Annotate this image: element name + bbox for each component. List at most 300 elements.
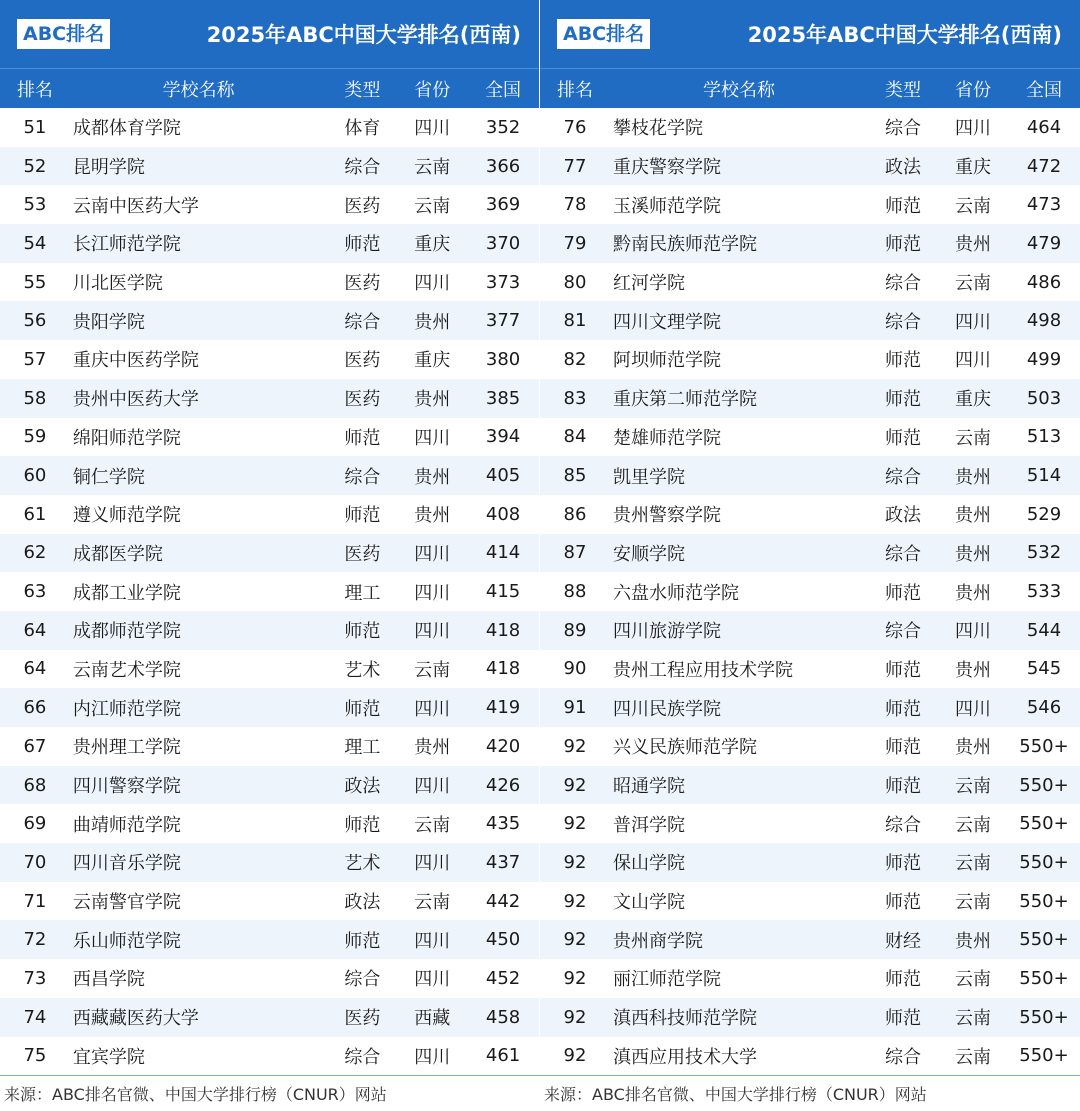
type-cell: 综合 xyxy=(344,311,381,333)
national-rank-cell: 550+ xyxy=(1019,1045,1069,1067)
national-rank-cell: 452 xyxy=(485,967,521,989)
national-rank-cell: 414 xyxy=(485,542,521,564)
rank-cell: 71 xyxy=(23,890,47,912)
table-row xyxy=(540,727,1080,766)
rank-cell: 83 xyxy=(563,387,587,409)
national-rank-cell: 503 xyxy=(1026,387,1062,409)
type-cell: 政法 xyxy=(885,157,921,179)
type-cell: 师范 xyxy=(885,389,921,411)
table-row xyxy=(0,340,539,379)
rank-cell: 67 xyxy=(23,735,47,757)
type-cell: 艺术 xyxy=(344,659,381,681)
national-rank-cell: 550+ xyxy=(1019,851,1069,873)
school-name-cell: 云南艺术学院 xyxy=(72,659,181,681)
national-rank-cell: 352 xyxy=(485,116,521,138)
table-row xyxy=(540,920,1080,959)
header-national: 全国 xyxy=(485,79,522,101)
school-name-cell: 安顺学院 xyxy=(613,543,685,565)
rank-cell: 77 xyxy=(563,155,587,177)
province-cell: 云南 xyxy=(414,195,451,217)
national-rank-cell: 437 xyxy=(485,851,521,873)
type-cell: 综合 xyxy=(885,543,921,565)
type-cell: 综合 xyxy=(344,466,381,488)
header-province: 省份 xyxy=(414,79,451,101)
province-cell: 云南 xyxy=(955,1046,991,1068)
province-cell: 重庆 xyxy=(955,157,991,179)
rank-cell: 63 xyxy=(23,581,47,603)
table-row xyxy=(0,804,539,843)
table-row xyxy=(540,108,1080,147)
type-cell: 医药 xyxy=(344,195,381,217)
type-cell: 综合 xyxy=(885,273,921,295)
rank-cell: 75 xyxy=(23,1045,47,1067)
type-cell: 财经 xyxy=(885,930,921,952)
national-rank-cell: 513 xyxy=(1026,426,1062,448)
type-cell: 师范 xyxy=(885,659,921,681)
national-rank-cell: 533 xyxy=(1026,581,1062,603)
province-cell: 贵州 xyxy=(414,389,451,411)
school-name-cell: 宜宾学院 xyxy=(72,1046,145,1068)
table-row xyxy=(540,572,1080,611)
type-cell: 理工 xyxy=(344,582,381,604)
table-row xyxy=(540,882,1080,921)
rank-cell: 79 xyxy=(563,232,587,254)
national-rank-cell: 550+ xyxy=(1019,967,1069,989)
rank-cell: 58 xyxy=(23,387,47,409)
table-row xyxy=(540,804,1080,843)
table-row xyxy=(540,998,1080,1037)
header-type: 类型 xyxy=(885,79,921,101)
rank-cell: 51 xyxy=(23,116,47,138)
type-cell: 综合 xyxy=(885,466,921,488)
national-rank-cell: 545 xyxy=(1026,658,1062,680)
national-rank-cell: 544 xyxy=(1026,619,1062,641)
province-cell: 贵州 xyxy=(955,582,991,604)
province-cell: 贵州 xyxy=(955,930,991,952)
province-cell: 四川 xyxy=(414,273,451,295)
rank-cell: 52 xyxy=(23,155,47,177)
school-name-cell: 曲靖师范学院 xyxy=(72,814,181,836)
national-rank-cell: 408 xyxy=(485,503,521,525)
national-rank-cell: 499 xyxy=(1026,348,1062,370)
rank-cell: 84 xyxy=(563,426,587,448)
rank-cell: 76 xyxy=(563,116,587,138)
school-name-cell: 黔南民族师范学院 xyxy=(613,234,757,256)
table-row xyxy=(540,766,1080,805)
province-cell: 云南 xyxy=(414,659,451,681)
rank-cell: 53 xyxy=(23,194,47,216)
header-national: 全国 xyxy=(1026,79,1062,101)
national-rank-cell: 419 xyxy=(485,697,521,719)
panel-title: 2025年ABC中国大学排名(西南) xyxy=(747,23,1062,47)
type-cell: 师范 xyxy=(885,969,921,991)
type-cell: 体育 xyxy=(344,118,381,140)
type-cell: 师范 xyxy=(885,350,921,372)
table-body xyxy=(540,108,1080,1075)
type-cell: 师范 xyxy=(885,234,921,256)
rank-cell: 92 xyxy=(563,967,587,989)
province-cell: 云南 xyxy=(955,427,991,449)
type-cell: 综合 xyxy=(885,814,921,836)
school-name-cell: 兴义民族师范学院 xyxy=(613,737,757,759)
type-cell: 综合 xyxy=(344,157,381,179)
school-name-cell: 成都工业学院 xyxy=(72,582,181,604)
province-cell: 贵州 xyxy=(955,234,991,256)
school-name-cell: 昭通学院 xyxy=(613,776,685,798)
province-cell: 四川 xyxy=(414,118,451,140)
rank-cell: 60 xyxy=(23,465,47,487)
rank-cell: 66 xyxy=(23,697,47,719)
table-row xyxy=(540,843,1080,882)
province-cell: 云南 xyxy=(955,273,991,295)
school-name-cell: 滇西应用技术大学 xyxy=(613,1046,757,1068)
province-cell: 云南 xyxy=(955,814,991,836)
national-rank-cell: 373 xyxy=(485,271,521,293)
rank-cell: 87 xyxy=(563,542,587,564)
province-cell: 云南 xyxy=(955,969,991,991)
type-cell: 师范 xyxy=(885,737,921,759)
national-rank-cell: 380 xyxy=(485,348,521,370)
type-cell: 医药 xyxy=(344,350,381,372)
province-cell: 四川 xyxy=(955,621,991,643)
province-cell: 四川 xyxy=(955,698,991,720)
rank-cell: 89 xyxy=(563,619,587,641)
source-footer: 来源：ABC排名官微、中国大学排行榜（CNUR）网站 xyxy=(0,1075,540,1111)
table-row xyxy=(0,224,539,263)
school-name-cell: 贵州商学院 xyxy=(613,930,703,952)
type-cell: 师范 xyxy=(344,505,381,527)
school-name-cell: 长江师范学院 xyxy=(72,234,181,256)
school-name-cell: 绵阳师范学院 xyxy=(72,427,181,449)
table-row xyxy=(540,1037,1080,1076)
school-name-cell: 昆明学院 xyxy=(72,157,145,179)
province-cell: 贵州 xyxy=(955,466,991,488)
table-row xyxy=(0,688,539,727)
rank-cell: 92 xyxy=(563,735,587,757)
province-cell: 四川 xyxy=(414,427,451,449)
rank-cell: 81 xyxy=(563,310,587,332)
rank-cell: 73 xyxy=(23,967,47,989)
type-cell: 政法 xyxy=(344,892,381,914)
table-row xyxy=(0,843,539,882)
school-name-cell: 西藏藏医药大学 xyxy=(72,1008,199,1030)
national-rank-cell: 420 xyxy=(485,735,521,757)
national-rank-cell: 473 xyxy=(1026,194,1062,216)
province-cell: 贵州 xyxy=(955,543,991,565)
rank-cell: 57 xyxy=(23,348,47,370)
school-name-cell: 四川民族学院 xyxy=(613,698,721,720)
school-name-cell: 攀枝花学院 xyxy=(613,118,703,140)
national-rank-cell: 532 xyxy=(1026,542,1062,564)
national-rank-cell: 435 xyxy=(485,813,521,835)
national-rank-cell: 486 xyxy=(1026,271,1062,293)
type-cell: 综合 xyxy=(885,1046,921,1068)
school-name-cell: 四川警察学院 xyxy=(72,776,181,798)
rank-cell: 61 xyxy=(23,503,47,525)
table-row xyxy=(0,959,539,998)
school-name-cell: 重庆中医药学院 xyxy=(72,350,199,372)
province-cell: 贵州 xyxy=(955,505,991,527)
rank-cell: 92 xyxy=(563,774,587,796)
type-cell: 师范 xyxy=(344,814,381,836)
table-row xyxy=(0,495,539,534)
national-rank-cell: 479 xyxy=(1026,232,1062,254)
rank-cell: 64 xyxy=(23,658,47,680)
table-row xyxy=(0,456,539,495)
school-name-cell: 阿坝师范学院 xyxy=(613,350,721,372)
type-cell: 艺术 xyxy=(344,853,381,875)
table-row xyxy=(0,882,539,921)
province-cell: 四川 xyxy=(414,853,451,875)
province-cell: 云南 xyxy=(414,892,451,914)
province-cell: 云南 xyxy=(414,814,451,836)
header-type: 类型 xyxy=(344,79,381,101)
ranking-panel-right xyxy=(540,0,1080,1111)
type-cell: 师范 xyxy=(885,853,921,875)
province-cell: 贵州 xyxy=(955,737,991,759)
table-row xyxy=(540,263,1080,302)
province-cell: 云南 xyxy=(955,853,991,875)
rank-cell: 70 xyxy=(23,851,47,873)
school-name-cell: 四川旅游学院 xyxy=(613,621,721,643)
school-name-cell: 贵阳学院 xyxy=(72,311,145,333)
school-name-cell: 内江师范学院 xyxy=(72,698,181,720)
table-row xyxy=(0,418,539,457)
rank-cell: 72 xyxy=(23,929,47,951)
type-cell: 综合 xyxy=(344,1046,381,1068)
school-name-cell: 西昌学院 xyxy=(72,969,145,991)
type-cell: 医药 xyxy=(344,273,381,295)
table-row xyxy=(0,534,539,573)
school-name-cell: 四川文理学院 xyxy=(613,311,721,333)
national-rank-cell: 514 xyxy=(1026,465,1062,487)
national-rank-cell: 369 xyxy=(485,194,521,216)
national-rank-cell: 550+ xyxy=(1019,735,1069,757)
school-name-cell: 四川音乐学院 xyxy=(72,853,181,875)
national-rank-cell: 418 xyxy=(485,619,521,641)
type-cell: 综合 xyxy=(885,311,921,333)
national-rank-cell: 394 xyxy=(485,426,521,448)
table-row xyxy=(0,108,539,147)
school-name-cell: 丽江师范学院 xyxy=(613,969,721,991)
province-cell: 四川 xyxy=(955,350,991,372)
table-row xyxy=(0,572,539,611)
table-row xyxy=(540,185,1080,224)
school-name-cell: 成都体育学院 xyxy=(72,118,181,140)
school-name-cell: 文山学院 xyxy=(613,892,685,914)
rank-cell: 92 xyxy=(563,1006,587,1028)
table-row xyxy=(540,495,1080,534)
table-row xyxy=(540,301,1080,340)
rank-cell: 64 xyxy=(23,619,47,641)
rank-cell: 68 xyxy=(23,774,47,796)
school-name-cell: 成都医学院 xyxy=(72,543,163,565)
national-rank-cell: 377 xyxy=(485,310,521,332)
header-school-name: 学校名称 xyxy=(162,79,235,101)
type-cell: 师范 xyxy=(344,621,381,643)
table-row xyxy=(0,727,539,766)
province-cell: 四川 xyxy=(414,698,451,720)
table-row xyxy=(540,534,1080,573)
school-name-cell: 铜仁学院 xyxy=(72,466,145,488)
national-rank-cell: 461 xyxy=(485,1045,521,1067)
table-row xyxy=(0,147,539,186)
type-cell: 医药 xyxy=(344,389,381,411)
rank-cell: 69 xyxy=(23,813,47,835)
type-cell: 综合 xyxy=(344,969,381,991)
national-rank-cell: 458 xyxy=(485,1006,521,1028)
province-cell: 四川 xyxy=(414,621,451,643)
province-cell: 西藏 xyxy=(414,1008,451,1030)
rank-cell: 92 xyxy=(563,813,587,835)
table-row xyxy=(0,611,539,650)
province-cell: 云南 xyxy=(955,1008,991,1030)
header-rank: 排名 xyxy=(16,79,53,101)
school-name-cell: 玉溪师范学院 xyxy=(613,195,721,217)
rank-cell: 62 xyxy=(23,542,47,564)
table-row xyxy=(540,611,1080,650)
table-row xyxy=(0,379,539,418)
national-rank-cell: 442 xyxy=(485,890,521,912)
table-row xyxy=(540,418,1080,457)
national-rank-cell: 550+ xyxy=(1019,774,1069,796)
national-rank-cell: 472 xyxy=(1026,155,1062,177)
type-cell: 师范 xyxy=(344,930,381,952)
national-rank-cell: 550+ xyxy=(1019,929,1069,951)
table-header xyxy=(540,68,1080,108)
type-cell: 政法 xyxy=(344,776,381,798)
province-cell: 贵州 xyxy=(414,505,451,527)
province-cell: 重庆 xyxy=(414,234,451,256)
national-rank-cell: 550+ xyxy=(1019,890,1069,912)
rank-cell: 56 xyxy=(23,310,47,332)
national-rank-cell: 370 xyxy=(485,232,521,254)
national-rank-cell: 529 xyxy=(1026,503,1062,525)
type-cell: 师范 xyxy=(344,427,381,449)
type-cell: 师范 xyxy=(344,698,381,720)
panel-title: 2025年ABC中国大学排名(西南) xyxy=(206,23,521,47)
table-row xyxy=(540,340,1080,379)
school-name-cell: 重庆第二师范学院 xyxy=(613,389,757,411)
table-row xyxy=(540,379,1080,418)
table-row xyxy=(540,224,1080,263)
province-cell: 云南 xyxy=(414,157,451,179)
national-rank-cell: 550+ xyxy=(1019,1006,1069,1028)
rank-cell: 86 xyxy=(563,503,587,525)
header-school-name: 学校名称 xyxy=(703,79,775,101)
table-row xyxy=(0,650,539,689)
type-cell: 医药 xyxy=(344,543,381,565)
national-rank-cell: 498 xyxy=(1026,310,1062,332)
school-name-cell: 六盘水师范学院 xyxy=(613,582,739,604)
table-row xyxy=(0,998,539,1037)
school-name-cell: 红河学院 xyxy=(613,273,685,295)
abc-logo: ABC排名 xyxy=(557,19,650,49)
national-rank-cell: 366 xyxy=(485,155,521,177)
rank-cell: 92 xyxy=(563,890,587,912)
rank-cell: 90 xyxy=(563,658,587,680)
province-cell: 四川 xyxy=(414,776,451,798)
type-cell: 师范 xyxy=(885,698,921,720)
table-row xyxy=(0,766,539,805)
school-name-cell: 贵州警察学院 xyxy=(613,505,721,527)
table-row xyxy=(0,185,539,224)
national-rank-cell: 426 xyxy=(485,774,521,796)
school-name-cell: 滇西科技师范学院 xyxy=(613,1008,757,1030)
school-name-cell: 凯里学院 xyxy=(613,466,685,488)
rank-cell: 54 xyxy=(23,232,47,254)
province-cell: 贵州 xyxy=(414,311,451,333)
type-cell: 医药 xyxy=(344,1008,381,1030)
table-row xyxy=(0,1037,539,1076)
rank-cell: 92 xyxy=(563,1045,587,1067)
table-row xyxy=(540,959,1080,998)
panel-title-bar xyxy=(540,0,1080,68)
school-name-cell: 乐山师范学院 xyxy=(72,930,181,952)
table-row xyxy=(0,301,539,340)
national-rank-cell: 418 xyxy=(485,658,521,680)
school-name-cell: 遵义师范学院 xyxy=(72,505,181,527)
province-cell: 重庆 xyxy=(414,350,451,372)
province-cell: 四川 xyxy=(414,582,451,604)
national-rank-cell: 546 xyxy=(1026,697,1062,719)
school-name-cell: 贵州中医药大学 xyxy=(72,389,199,411)
type-cell: 师范 xyxy=(885,892,921,914)
national-rank-cell: 464 xyxy=(1026,116,1062,138)
abc-logo: ABC排名 xyxy=(17,19,110,49)
type-cell: 师范 xyxy=(885,195,921,217)
province-cell: 四川 xyxy=(414,543,451,565)
school-name-cell: 成都师范学院 xyxy=(72,621,181,643)
rank-cell: 92 xyxy=(563,929,587,951)
province-cell: 四川 xyxy=(955,118,991,140)
rank-cell: 88 xyxy=(563,581,587,603)
school-name-cell: 普洱学院 xyxy=(613,814,685,836)
rank-cell: 78 xyxy=(563,194,587,216)
table-row xyxy=(0,263,539,302)
type-cell: 师范 xyxy=(344,234,381,256)
panel-title-bar xyxy=(0,0,539,68)
national-rank-cell: 385 xyxy=(485,387,521,409)
school-name-cell: 保山学院 xyxy=(613,853,685,875)
school-name-cell: 贵州理工学院 xyxy=(72,737,181,759)
province-cell: 贵州 xyxy=(414,737,451,759)
table-header xyxy=(0,68,539,108)
province-cell: 云南 xyxy=(955,195,991,217)
table-row xyxy=(540,650,1080,689)
rank-cell: 59 xyxy=(23,426,47,448)
national-rank-cell: 415 xyxy=(485,581,521,603)
rank-cell: 74 xyxy=(23,1006,47,1028)
type-cell: 师范 xyxy=(885,582,921,604)
province-cell: 四川 xyxy=(414,1046,451,1068)
rank-cell: 82 xyxy=(563,348,587,370)
school-name-cell: 楚雄师范学院 xyxy=(613,427,721,449)
national-rank-cell: 450 xyxy=(485,929,521,951)
type-cell: 师范 xyxy=(885,1008,921,1030)
school-name-cell: 川北医学院 xyxy=(72,273,163,295)
type-cell: 政法 xyxy=(885,505,921,527)
school-name-cell: 云南中医药大学 xyxy=(72,195,199,217)
school-name-cell: 云南警官学院 xyxy=(72,892,181,914)
table-row xyxy=(540,688,1080,727)
national-rank-cell: 550+ xyxy=(1019,813,1069,835)
rank-cell: 92 xyxy=(563,851,587,873)
province-cell: 贵州 xyxy=(414,466,451,488)
province-cell: 四川 xyxy=(414,930,451,952)
table-row xyxy=(540,147,1080,186)
school-name-cell: 重庆警察学院 xyxy=(613,157,721,179)
